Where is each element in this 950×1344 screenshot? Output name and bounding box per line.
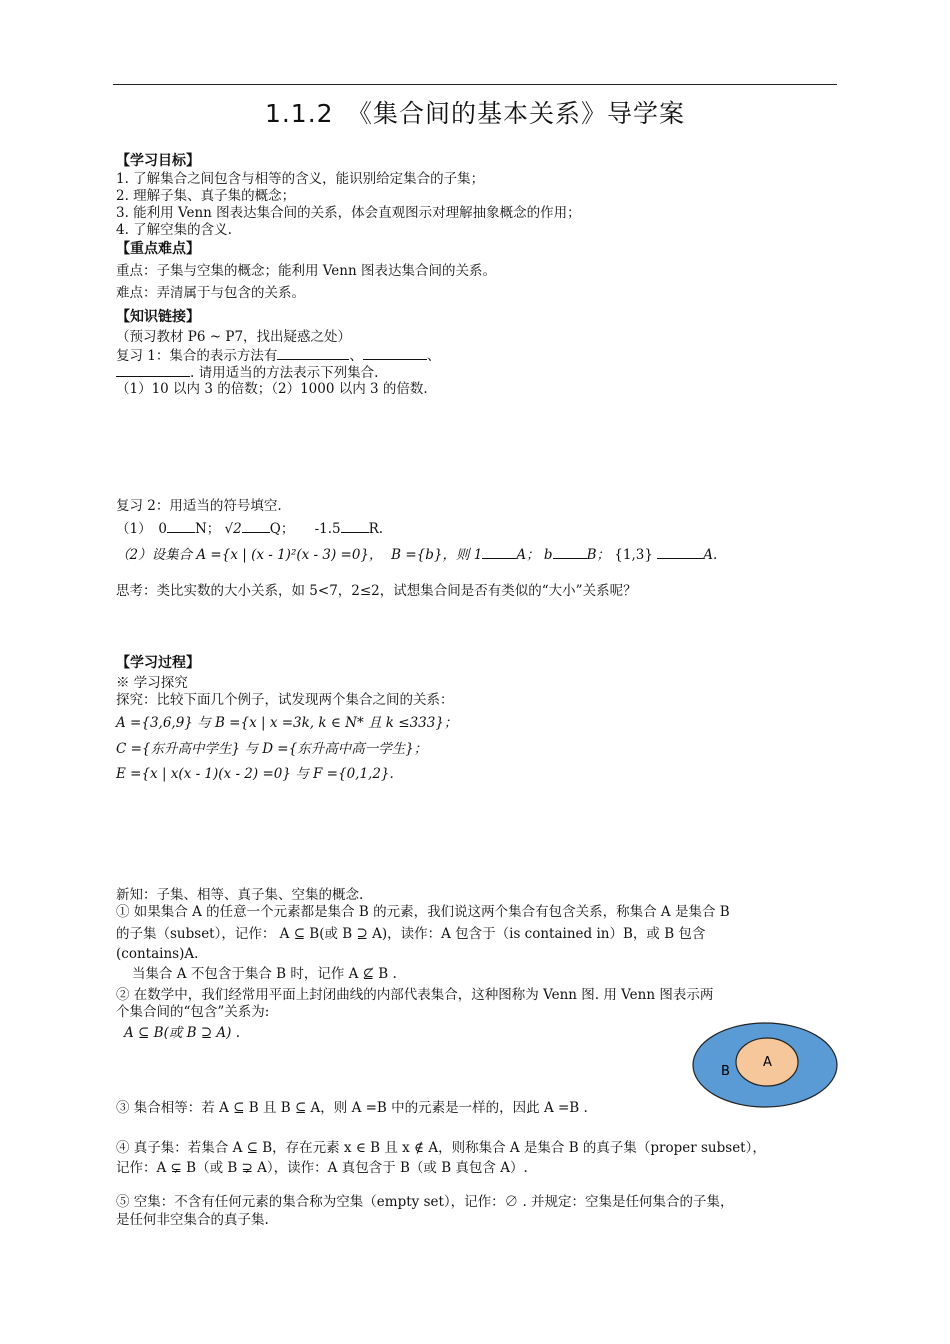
goal-4: 4. 了解空集的含义.: [116, 222, 232, 238]
goal-2: 2. 理解子集、真子集的概念；: [116, 188, 296, 204]
goal-1: 1. 了解集合之间包含与相等的含义，能识别给定集合的子集；: [116, 171, 485, 187]
text: {1,3}: [614, 547, 653, 563]
blank: [116, 363, 190, 377]
p5-line1: ⑤ 空集：不含有任何元素的集合称为空集（empty set），记作：∅ . 并规定：空集是任何集合的子集，: [116, 1194, 734, 1210]
key-focus: 重点：子集与空集的概念；能利用 Venn 图表达集合间的关系。: [116, 263, 496, 279]
review-2-2: [116, 545, 717, 564]
review1-text-b: . 请用适当的方法表示下列集合.: [190, 365, 379, 381]
goal-3: 3. 能利用 Venn 图表达集合间的关系，体会直观图示对理解抽象概念的作用；: [116, 205, 581, 221]
venn-inner-label: A: [763, 1055, 772, 1070]
venn-diagram: [690, 1020, 840, 1110]
section-key: 【重点难点】: [116, 241, 200, 257]
section-process: 【学习过程】: [116, 655, 200, 671]
review-2-1: [116, 519, 383, 538]
page-title: 1.1.2 《集合间的基本关系》导学案: [264, 99, 686, 128]
blank: [167, 519, 195, 533]
section-link: 【知识链接】: [116, 309, 200, 325]
text: （1） 0: [116, 521, 167, 537]
think-question: 思考：类比实数的大小关系，如 5<7，2≤2，试想集合间是否有类似的“大小”关系呢？: [116, 583, 637, 599]
blank: [657, 545, 703, 559]
p2-line1: ② 在数学中，我们经常用平面上封闭曲线的内部代表集合，这种图称为 Venn 图. 用 Venn 图表示两: [116, 987, 714, 1003]
key-difficulty: 难点：弄清属于与包含的关系。: [116, 285, 305, 301]
example-3: E ={x | x(x - 1)(x - 2) =0} 与 F ={0,1,2}.: [116, 766, 394, 782]
p1-line4: 当集合 A 不包含于集合 B 时，记作 A ⊈ B .: [132, 966, 397, 982]
text: B ={b}，则 1: [391, 547, 483, 563]
p2-line3: A ⊆ B(或 B ⊇ A) .: [124, 1025, 241, 1041]
text: A；: [516, 547, 540, 563]
example-1: A ={3,6,9} 与 B ={x | x =3k, k ∈ N* 且 k ≤333}；: [116, 715, 458, 731]
blank: [482, 545, 516, 559]
sqrt-two: √2: [224, 521, 242, 537]
preview-note: （预习教材 P6 ~ P7，找出疑惑之处）: [116, 329, 352, 345]
p2-line2: 个集合间的“包含”关系为:: [116, 1004, 270, 1020]
explore-title: ※ 学习探究: [116, 675, 188, 691]
blank: [341, 519, 369, 533]
p5-line2: 是任何非空集合的真子集.: [116, 1212, 269, 1228]
example-2: C ={东升高中学生} 与 D ={东升高中高一学生}；: [116, 741, 428, 757]
p1-line1: ① 如果集合 A 的任意一个元素都是集合 B 的元素，我们说这两个集合有包含关系，称集合 A 是集合 B: [116, 904, 730, 920]
venn-outer-label: B: [721, 1064, 730, 1079]
new-knowledge: 新知：子集、相等、真子集、空集的概念.: [116, 887, 364, 903]
separator: 、: [349, 348, 363, 364]
text: B；: [586, 547, 610, 563]
text: b: [543, 547, 553, 563]
blank: [553, 545, 587, 559]
review-1-cont: [116, 363, 378, 382]
section-goals: 【学习目标】: [116, 153, 200, 169]
p1-line3: (contains)A.: [116, 946, 199, 962]
p4-line2: 记作：A ⊊ B（或 B ⊋ A），读作：A 真包含于 B（或 B 真包含 A）.: [116, 1160, 528, 1176]
header-rule: [113, 84, 837, 85]
p1-line2: 的子集（subset），记作： A ⊆ B(或 B ⊇ A)，读作：A 包含于（is contained in）B，或 B 包含: [116, 926, 706, 942]
blank: [363, 346, 427, 360]
blank: [242, 519, 270, 533]
review-1-items: （1）10 以内 3 的倍数；（2）1000 以内 3 的倍数.: [116, 381, 428, 397]
p4-line1: ④ 真子集：若集合 A ⊆ B，存在元素 x ∈ B 且 x ∉ A，则称集合 A 是集合 B 的真子集（proper subset），: [116, 1140, 766, 1156]
review-2: 复习 2：用适当的符号填空.: [116, 498, 282, 514]
blank: [277, 346, 349, 360]
text: N；: [194, 521, 221, 537]
text: R.: [368, 521, 384, 537]
text: Q； -1.5: [269, 521, 341, 537]
review1-text: 复习 1：集合的表示方法有: [116, 348, 278, 364]
separator: 、: [426, 348, 441, 364]
text: A.: [703, 547, 718, 563]
text: （2）设集合 A ={x | (x - 1)²(x - 3) =0}，: [116, 547, 383, 563]
p3-equal: ③ 集合相等：若 A ⊆ B 且 B ⊆ A，则 A =B 中的元素是一样的，因此 A =B .: [116, 1100, 588, 1116]
explore-text: 探究：比较下面几个例子，试发现两个集合之间的关系：: [116, 692, 454, 708]
